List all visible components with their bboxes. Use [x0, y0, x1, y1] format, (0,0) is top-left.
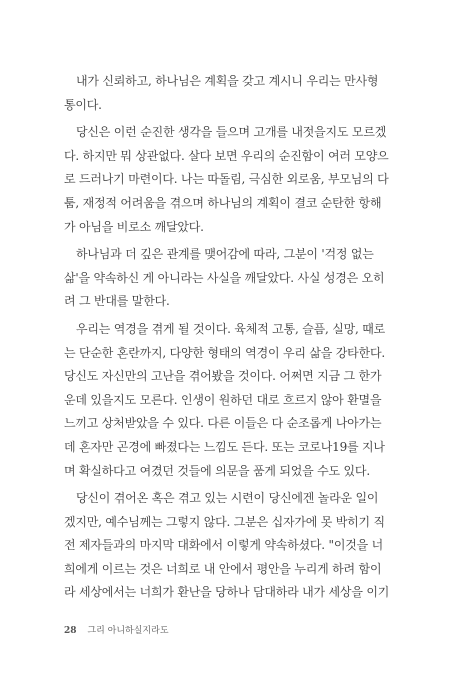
text-line: 겠지만, 예수님께는 그렇지 않다. 그분은 십자가에 못 박히기 직 — [64, 514, 385, 529]
text-line: 당신도 자신만의 고난을 겪어봤을 것이다. 어쩌면 지금 그 한가 — [64, 369, 382, 384]
text-line: 운데 있을지도 모른다. 인생이 원하던 대로 흐르지 않아 환멸을 — [64, 392, 382, 407]
body-text — [64, 70, 410, 609]
text-line: 전 제자들과의 마지막 대화에서 이렇게 약속하셨다. "이것을 너 — [64, 538, 384, 553]
text-line: 데 혼자만 곤경에 빠졌다는 느낌도 든다. 또는 코로나19를 지나 — [64, 439, 385, 454]
text-line: 희에게 이르는 것은 너희로 내 안에서 평안을 누리게 하려 함이 — [64, 561, 382, 576]
text-line: 통이다. — [64, 97, 102, 112]
page-number: 28 — [64, 626, 77, 636]
text-line: 며 확실하다고 여겼던 것들에 의문을 품게 되었을 수도 있다. — [64, 463, 370, 478]
text-line: 우리는 역경을 겪게 될 것이다. 육체적 고통, 슬픔, 실망, 때로 — [76, 321, 386, 336]
paragraph-4 — [64, 318, 410, 483]
text-line: 삶'을 약속하신 게 아니라는 사실을 깨달았다. 사실 성경은 오히 — [64, 270, 385, 285]
text-line: 려 그 반대를 말한다. — [64, 294, 170, 309]
text-line: 당신이 겪어온 혹은 겪고 있는 시련이 당신에겐 놀라운 일이 — [76, 491, 379, 506]
text-line: 당신은 이런 순진한 생각을 들으며 고개를 내젓을지도 모르겠 — [76, 125, 387, 140]
text-line: 로 드러나기 마련이다. 나는 따돌림, 극심한 외로움, 부모님의 다 — [64, 172, 389, 187]
paragraph-5 — [64, 487, 410, 605]
paragraph-2 — [64, 121, 410, 239]
text-line: 는 단순한 혼란까지, 다양한 형태의 역경이 우리 삶을 강타한다. — [64, 345, 385, 360]
text-line: 가 아님을 비로소 깨달았다. — [64, 219, 204, 234]
text-line: 하나님과 더 깊은 관계를 맺어감에 따라, 그분이 '걱정 없는 — [76, 247, 374, 262]
book-title: 그리 아니하실지라도 — [87, 626, 169, 636]
text-line: 라 세상에서는 너희가 환난을 당하나 담대하라 내가 세상을 이기 — [64, 585, 390, 600]
text-line: 내가 신뢰하고, 하나님은 계획을 갖고 계시니 우리는 만사형 — [76, 74, 379, 88]
paragraph-1 — [64, 70, 410, 117]
text-line: 다. 하지만 뭐 상관없다. 살다 보면 우리의 순진함이 여러 모양으 — [64, 148, 389, 163]
paragraph-3 — [64, 243, 410, 314]
text-line: 툼, 재정적 어려움을 겪으며 하나님의 계획이 결코 순탄한 항해 — [64, 195, 382, 210]
page-footer — [64, 623, 169, 636]
text-line: 느끼고 상처받았을 수 있다. 다른 이들은 다 순조롭게 나아가는 — [64, 416, 382, 431]
